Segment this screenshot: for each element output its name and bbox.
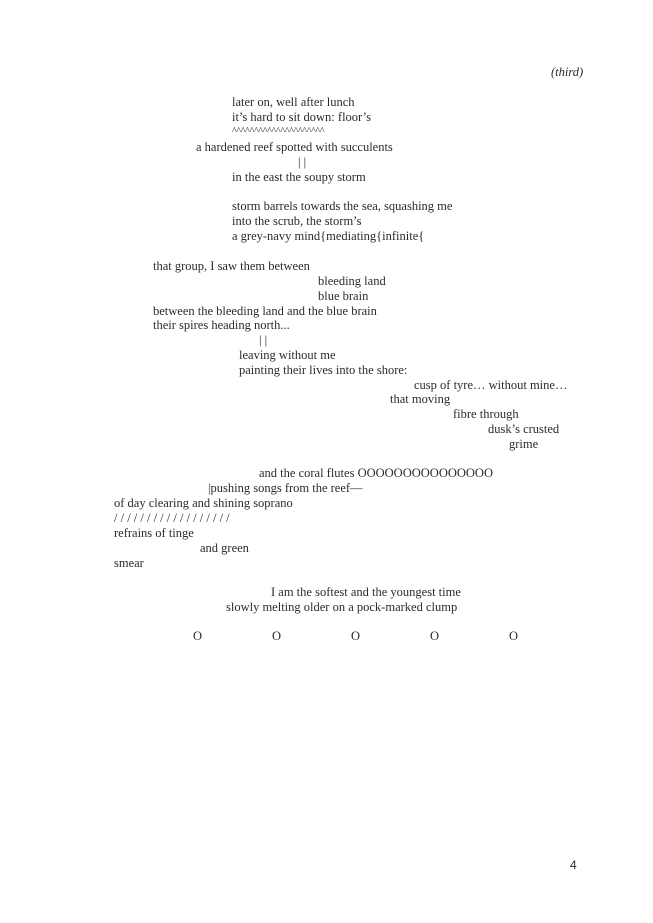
poem-line: ^^^^^^^^^^^^^^^^^^^^^ bbox=[232, 126, 325, 137]
poem-line: that group, I saw them between bbox=[153, 259, 310, 273]
poem-line: in the east the soupy storm bbox=[232, 170, 366, 184]
page-header-label: (third) bbox=[551, 65, 584, 79]
poem-line: a hardened reef spotted with succulents bbox=[196, 140, 393, 154]
poem-line: slowly melting older on a pock-marked clump bbox=[226, 600, 458, 614]
poem-line: storm barrels towards the sea, squashing me bbox=[232, 199, 453, 213]
poem-line: O bbox=[272, 629, 282, 643]
poem-line: that moving bbox=[390, 392, 451, 406]
poem-line: it’s hard to sit down: floor’s bbox=[232, 110, 372, 124]
poem-line: and the coral flutes OOOOOOOOOOOOOOO bbox=[259, 466, 493, 480]
poem-line: |pushing songs from the reef— bbox=[208, 481, 363, 495]
poem-line: and green bbox=[200, 541, 249, 555]
poem-line: / / / / / / / / / / / / / / / / / / bbox=[114, 511, 230, 525]
poem-line: | | bbox=[298, 155, 307, 169]
poem-line: bleeding land bbox=[318, 274, 386, 288]
poem-line: fibre through bbox=[453, 407, 519, 421]
poem-line: O bbox=[509, 629, 519, 643]
poem-line: into the scrub, the storm’s bbox=[232, 214, 362, 228]
poem-line: | | bbox=[259, 333, 268, 347]
poem-line: O bbox=[193, 629, 203, 643]
poem-line: painting their lives into the shore: bbox=[239, 363, 408, 377]
poem-line: a grey-navy mind{mediating{infinite{ bbox=[232, 229, 425, 243]
poem-line: O bbox=[351, 629, 361, 643]
poem-line: their spires heading north... bbox=[153, 318, 290, 332]
poem-line: dusk’s crusted bbox=[488, 422, 560, 436]
poem-line: refrains of tinge bbox=[114, 526, 194, 540]
poem-line: leaving without me bbox=[239, 348, 336, 362]
poem-line: O bbox=[430, 629, 440, 643]
poem-line: blue brain bbox=[318, 289, 369, 303]
page-number: 4 bbox=[570, 858, 577, 872]
poem-line: of day clearing and shining soprano bbox=[114, 496, 293, 510]
poem-line: I am the softest and the youngest time bbox=[271, 585, 461, 599]
poem-line: between the bleeding land and the blue brain bbox=[153, 304, 377, 318]
poem-line: smear bbox=[114, 556, 144, 570]
poem-line: cusp of tyre… without mine… bbox=[414, 378, 568, 392]
poem-line: grime bbox=[509, 437, 539, 451]
poem-line: later on, well after lunch bbox=[232, 95, 355, 109]
